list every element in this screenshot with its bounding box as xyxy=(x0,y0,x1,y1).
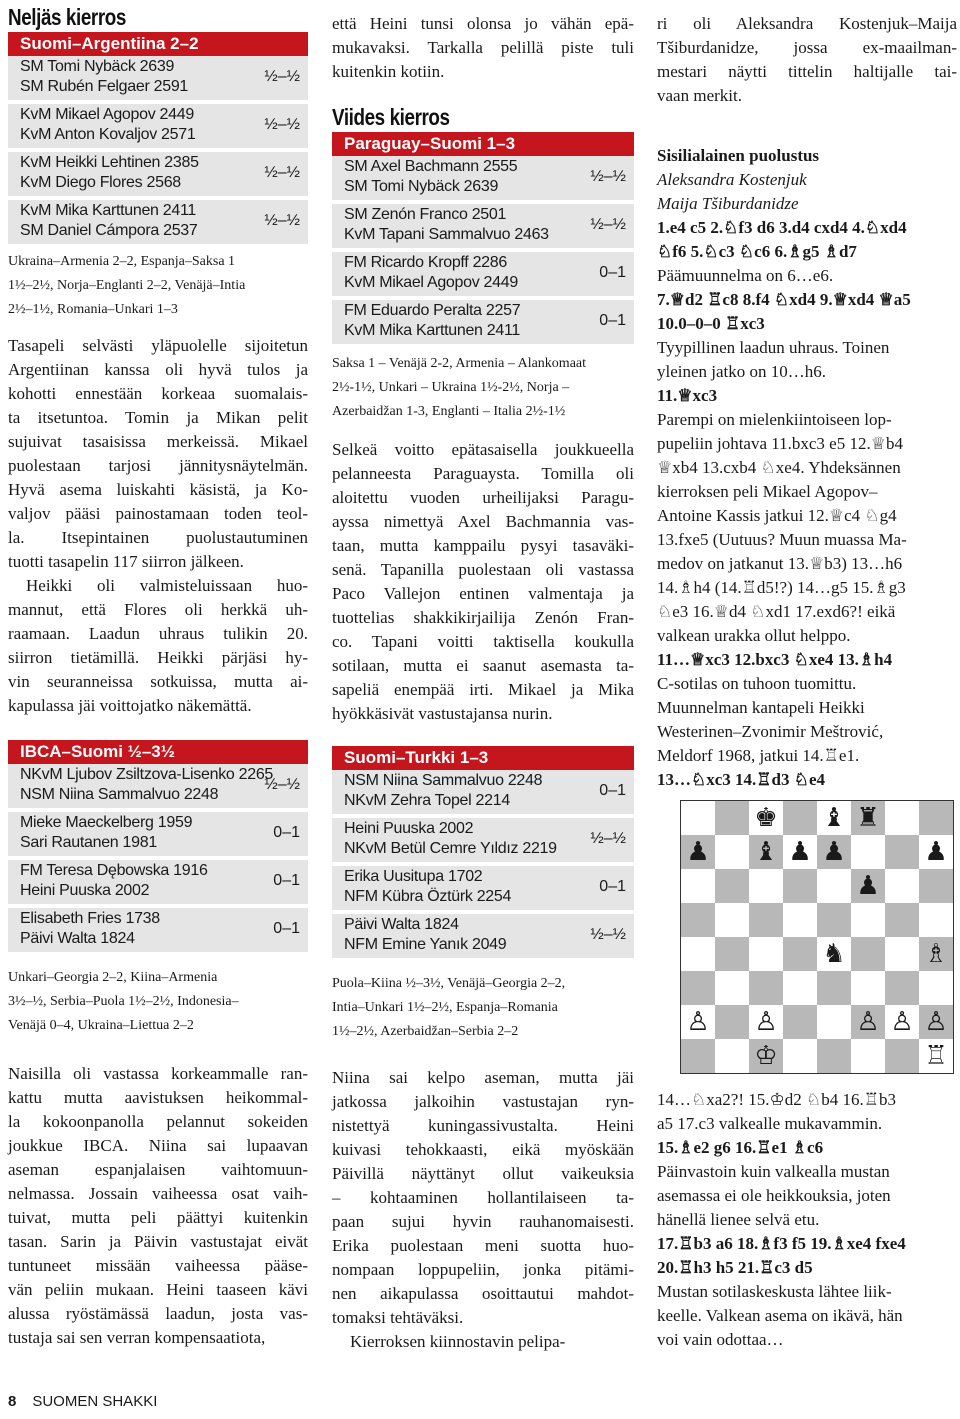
text-line: pelanneesta Paraguaysta. Tomilla oli xyxy=(332,464,634,483)
black-player: Heini Puuska 2002 xyxy=(20,882,150,899)
board-square xyxy=(681,1005,715,1039)
game-moves-continued xyxy=(657,1088,957,1352)
game-result: 0–1 xyxy=(273,824,300,841)
text-line: vin seuranneissa sotkuissa, mutta ai- xyxy=(8,672,308,691)
text-line: sapeliä enempää irti. Mikael ja Mika xyxy=(332,680,634,699)
game-result: ½–½ xyxy=(590,216,626,233)
text-line: Tšiburdanidze, jossa ex-maailman- xyxy=(657,38,957,57)
move-line: 13…♘xc3 14.♖d3 ♘e4 xyxy=(657,770,826,789)
text-line: kohotti ennestään korkeaa suomalais- xyxy=(8,384,308,403)
annotation-line: keelle. Valkean asema on ikävä, hän xyxy=(657,1306,903,1325)
board-square xyxy=(715,1005,749,1039)
board-square xyxy=(715,1039,749,1073)
board-square xyxy=(749,801,783,835)
game-result: ½–½ xyxy=(590,926,626,943)
text-line: nistettyä kuningassivustalta. Heini xyxy=(332,1116,634,1135)
article-paragraph xyxy=(8,574,308,718)
move-line: 20.♖h3 h5 21.♖c3 d5 xyxy=(657,1258,813,1277)
text-line: ri oli Aleksandra Kostenjuk–Maija xyxy=(657,14,957,33)
game-result: 0–1 xyxy=(599,264,626,281)
annotation-line: Parempi on mielenkiintoiseen lop- xyxy=(657,410,892,429)
text-line: kuivasi tehokkaasti, eikä myöskään xyxy=(332,1140,634,1159)
game-row xyxy=(8,152,308,196)
game-result: ½–½ xyxy=(264,212,300,229)
white-pawn-icon: ♙ xyxy=(686,1007,710,1037)
white-player: SM Axel Bachmann 2555 xyxy=(344,158,518,175)
round5-title: Viides kierros xyxy=(332,104,450,130)
game-result: ½–½ xyxy=(264,116,300,133)
board-square xyxy=(851,971,885,1005)
white-player: Heini Puuska 2002 xyxy=(344,820,474,837)
white-player: KvM Heikki Lehtinen 2385 xyxy=(20,154,199,171)
article-paragraph xyxy=(8,334,308,574)
annotation-line: 14.♗h4 (14.♖d5!?) 14…g5 15.♗g3 xyxy=(657,578,906,597)
game-result: 0–1 xyxy=(599,878,626,895)
text-line: siirron tietämillä. Heikki pärjäsi hy- xyxy=(8,648,308,667)
game-result: ½–½ xyxy=(590,830,626,847)
board-square xyxy=(885,903,919,937)
text-line: valjov pääsi painostamaan toden teol- xyxy=(8,504,308,523)
annotation-line: kierroksen peli Mikael Agopov– xyxy=(657,482,878,501)
other-results xyxy=(332,972,634,1044)
game-row xyxy=(8,860,308,904)
game-title: Sisilialainen puolustus xyxy=(657,146,820,165)
black-pawn-icon: ♟ xyxy=(924,837,948,867)
text-line: Niina sai kelpo aseman, mutta jäi xyxy=(332,1068,634,1087)
text-line: nen aikapulassa osoittautui mahdot- xyxy=(332,1284,634,1303)
page-number: 8 xyxy=(8,1393,17,1410)
board-square xyxy=(783,801,817,835)
board-square xyxy=(817,903,851,937)
white-player: Elisabeth Fries 1738 xyxy=(20,910,160,927)
white-pawn-icon: ♙ xyxy=(754,1007,778,1037)
text-line: 1½–2½, Norja–Englanti 2–2, Venäjä–Intia xyxy=(8,278,246,293)
game-row xyxy=(8,56,308,100)
white-pawn-icon: ♙ xyxy=(890,1007,914,1037)
text-line: Saksa 1 – Venäjä 2-2, Armenia – Alankomaat xyxy=(332,356,587,371)
text-line: vaan merkit. xyxy=(657,86,742,105)
board-square xyxy=(715,937,749,971)
white-player: Päivi Walta 1824 xyxy=(344,916,459,933)
annotation-line: 14…♘xa2?! 15.♔d2 ♘b4 16.♖b3 xyxy=(657,1090,896,1109)
black-rook-icon: ♜ xyxy=(856,803,880,833)
board-square xyxy=(919,835,953,869)
match-table-paraguay-suomi xyxy=(332,132,634,344)
text-line: mannut, että Flores oli herkkä uh- xyxy=(8,600,308,619)
text-line: Hyvä asema luiskahti käsistä, ja Ko- xyxy=(8,480,308,499)
game-row xyxy=(8,812,308,856)
black-player: NKvM Betül Cemre Yıldız 2219 xyxy=(344,840,557,857)
text-line: raamaan. Laadun uhraus tulikin 20. xyxy=(8,624,308,643)
text-line: Intia–Unkari 1½–2½, Espanja–Romania xyxy=(332,1000,558,1015)
text-line: puolestaan tarjosi jännitysnäytelmän. xyxy=(8,456,308,475)
annotation-line: Meldorf 1968, jatkui 14.♖e1. xyxy=(657,746,860,765)
black-player: SM Rubén Felgaer 2591 xyxy=(20,78,189,95)
black-player: NSM Niina Sammalvuo 2248 xyxy=(20,786,219,803)
black-player: NKvM Zehra Topel 2214 xyxy=(344,792,510,809)
board-square xyxy=(919,971,953,1005)
move-line: 7.♕d2 ♖c8 8.f4 ♘xd4 9.♕xd4 ♕a5 xyxy=(657,290,911,309)
move-line: 10.0–0–0 ♖xc3 xyxy=(657,314,765,333)
black-bishop-icon: ♝ xyxy=(822,803,846,833)
white-player: FM Eduardo Peralta 2257 xyxy=(344,302,521,319)
annotation-line: Mustan sotilaskeskusta lähtee liik- xyxy=(657,1282,892,1301)
move-line: ♘f6 5.♘c3 ♘c6 6.♗g5 ♗d7 xyxy=(657,242,857,261)
page-footer xyxy=(8,1393,157,1410)
game-result: 0–1 xyxy=(273,872,300,889)
text-line: tuotti tasapelin 117 siirron jälkeen. xyxy=(8,552,244,571)
white-player: KvM Mikael Agopov 2449 xyxy=(20,106,194,123)
black-player: SM Daniel Cámpora 2537 xyxy=(20,222,198,239)
board-square xyxy=(749,869,783,903)
match-table-suomi-argentiina xyxy=(8,32,308,244)
game-result: ½–½ xyxy=(264,68,300,85)
game-row xyxy=(8,764,308,808)
board-square xyxy=(817,1039,851,1073)
board-square xyxy=(919,903,953,937)
text-line: alussa ryöstämässä laadun, josta vas- xyxy=(8,1304,308,1323)
text-line: Azerbaidžan 1-3, Englanti – Italia 2½-1½ xyxy=(332,404,566,419)
white-player: Erika Uusitupa 1702 xyxy=(344,868,483,885)
black-player: SM Tomi Nybäck 2639 xyxy=(344,178,499,195)
white-rook-icon: ♖ xyxy=(924,1041,948,1071)
board-square xyxy=(783,1005,817,1039)
annotation-line: Antoine Kassis jatkui 12.♕c4 ♘g4 xyxy=(657,506,897,525)
text-line: aseman espanjalaisen vaihtomuun- xyxy=(8,1160,308,1179)
text-line: ta itsetuntoa. Tomin ja Mikan pelit xyxy=(8,408,308,427)
game-row xyxy=(332,770,634,814)
board-square xyxy=(885,869,919,903)
board-square xyxy=(681,971,715,1005)
board-square xyxy=(783,835,817,869)
game-row xyxy=(8,908,308,952)
annotation-line: ♘e3 16.♕d4 ♘xd1 17.exd6?! eikä xyxy=(657,602,896,621)
article-continuation xyxy=(332,12,634,84)
annotation-line: hänellä lienee selvä etu. xyxy=(657,1210,820,1229)
move-line: 11.♕xc3 xyxy=(657,386,718,405)
text-line: kattu mutta aavistuksen heikommal- xyxy=(8,1088,308,1107)
text-line: 2½-1½, Unkari – Ukraina 1½-2½, Norja – xyxy=(332,380,570,395)
text-line: jatkossa jalkoihin vastustajan ryn- xyxy=(332,1092,634,1111)
board-square xyxy=(885,835,919,869)
text-line: Argentiinan kanssa oli hyvä tulos ja xyxy=(8,360,308,379)
board-square xyxy=(715,903,749,937)
board-square xyxy=(715,869,749,903)
board-square xyxy=(715,971,749,1005)
text-line: tomaksi tehtäväksi. xyxy=(332,1308,464,1327)
board-square xyxy=(817,801,851,835)
white-player: Mieke Maeckelberg 1959 xyxy=(20,814,193,831)
annotation-line: yleinen jatko on 10…h6. xyxy=(657,362,827,381)
board-square xyxy=(919,937,953,971)
board-square xyxy=(919,801,953,835)
article-paragraph xyxy=(332,438,634,726)
move-line: 11…♕xc3 12.bxc3 ♘xe4 13.♗h4 xyxy=(657,650,893,669)
match-table-ibca-suomi xyxy=(8,740,308,952)
article-paragraph: Kierroksen kiinnostavin pelipa- xyxy=(350,1332,566,1351)
board-square xyxy=(851,937,885,971)
text-line: 2½–1½, Romania–Unkari 1–3 xyxy=(8,302,178,317)
text-line: Tasapeli selvästi yläpuolelle sijoitetun xyxy=(8,336,308,355)
annotation-line: Päämuunnelma on 6…e6. xyxy=(657,266,834,285)
magazine-name: SUOMEN SHAKKI xyxy=(32,1393,158,1410)
board-square xyxy=(817,937,851,971)
annotation-line: 13.fxe5 (Uutuus? Muun muassa Ma- xyxy=(657,530,907,549)
board-square xyxy=(851,1039,885,1073)
text-line: kapulassa jäi voittojatko näkemättä. xyxy=(8,696,252,715)
text-line: tuottelias shakkikirjailija Zenón Fran- xyxy=(332,608,634,627)
white-player: NSM Niina Sammalvuo 2248 xyxy=(344,772,543,789)
text-line: sotilaan, mutta ei saanut asemasta ta- xyxy=(332,656,634,675)
text-line: nelmassa. Jossain vaiheessa osat vaih- xyxy=(8,1184,308,1203)
text-line: mukavaksi. Tarkalla pelillä piste tuli xyxy=(332,38,634,57)
black-player: NFM Kübra Öztürk 2254 xyxy=(344,888,512,905)
text-line: hyökkäsivät vastustajansa nurin. xyxy=(332,704,553,723)
board-square xyxy=(783,869,817,903)
white-player: KvM Mika Karttunen 2411 xyxy=(20,202,197,219)
text-line: tasan. Sarin ja Päivin vastustajat eivät xyxy=(8,1232,308,1251)
text-line: sujuivat tasaisissa merkeissä. Mikael xyxy=(8,432,308,451)
board-square xyxy=(817,835,851,869)
board-square xyxy=(885,801,919,835)
other-results xyxy=(8,250,308,322)
black-player: KvM Diego Flores 2568 xyxy=(20,174,181,191)
board-square xyxy=(885,1005,919,1039)
text-line: mestari näytti tittelin haltijalle tai- xyxy=(657,62,957,81)
annotation-line: Tyypillinen laadun uhraus. Toinen xyxy=(657,338,890,357)
text-line: Unkari–Georgia 2–2, Kiina–Armenia xyxy=(8,970,218,985)
black-player: KvM Tapani Sammalvuo 2463 xyxy=(344,226,549,243)
game-result: 0–1 xyxy=(273,920,300,937)
text-line: Päivillä näyttänyt ollut vaikeuksia xyxy=(332,1164,634,1183)
annotation-line: medov on jatkanut 13.♕b3) 13…h6 xyxy=(657,554,903,573)
white-player: FM Teresa Dębowska 1916 xyxy=(20,862,208,879)
match-games xyxy=(332,156,634,344)
board-square xyxy=(681,869,715,903)
board-square xyxy=(681,937,715,971)
text-line: la. Itsepintainen puolustautuminen xyxy=(8,528,308,547)
match-games xyxy=(8,764,308,952)
text-line: taan, mutta kamppailu pysyi tasaväki- xyxy=(332,536,634,555)
board-square xyxy=(783,903,817,937)
text-line: Ukraina–Armenia 2–2, Espanja–Saksa 1 xyxy=(8,254,236,269)
text-line: 3½–½, Serbia–Puola 1½–2½, Indonesia– xyxy=(8,994,239,1009)
game-row xyxy=(332,204,634,248)
white-pawn-icon: ♙ xyxy=(924,1007,948,1037)
board-square xyxy=(919,1005,953,1039)
board-square xyxy=(681,801,715,835)
text-line: että Heini tunsi olonsa jo vähän epä- xyxy=(332,14,634,33)
text-line: la kokoonpanolla pelannut sokeiden xyxy=(8,1112,308,1131)
match-games xyxy=(332,770,634,958)
board-square xyxy=(851,1005,885,1039)
board-square xyxy=(885,1039,919,1073)
text-line: joukkue IBCA. Niina sai lupaavan xyxy=(8,1136,308,1155)
game-row xyxy=(8,200,308,244)
board-square xyxy=(817,869,851,903)
board-square xyxy=(851,801,885,835)
text-line: co. Tapani voitti taktisella koukulla xyxy=(332,632,634,651)
board-square xyxy=(783,1039,817,1073)
black-pawn-icon: ♟ xyxy=(856,871,880,901)
black-player: Sari Rautanen 1981 xyxy=(20,834,157,851)
board-square xyxy=(885,937,919,971)
board-square xyxy=(885,971,919,1005)
match-header: Paraguay–Suomi 1–3 xyxy=(332,132,634,156)
annotation-line: C-sotilas on tuhoon tuomittu. xyxy=(657,674,857,693)
black-player: KvM Mika Karttunen 2411 xyxy=(344,322,521,339)
text-line: ayssa nimettyä Axel Bachmannia vas- xyxy=(332,512,634,531)
article-continuation xyxy=(657,12,957,108)
annotation-line: asemassa ei ole heikkouksia, joten xyxy=(657,1186,891,1205)
match-games xyxy=(8,56,308,244)
game-result: ½–½ xyxy=(264,164,300,181)
black-player: NFM Emine Yanık 2049 xyxy=(344,936,507,953)
annotation-line: voi vain odottaa… xyxy=(657,1330,784,1349)
text-line: nompaan loppupeliin, jonka pitämi- xyxy=(332,1260,634,1279)
board-square xyxy=(919,869,953,903)
white-bishop-icon: ♗ xyxy=(924,939,948,969)
article-paragraph xyxy=(8,1062,308,1350)
text-line: Naisilla oli vastassa korkeammalle ran- xyxy=(8,1064,308,1083)
text-line: tuivat, mutta peli päättyi kuitenkin xyxy=(8,1208,308,1227)
column-2 xyxy=(332,0,634,1354)
match-table-suomi-turkki xyxy=(332,746,634,958)
game-row xyxy=(8,104,308,148)
board-square xyxy=(749,835,783,869)
text-line: senä. Tapanilla puolestaan oli vastassa xyxy=(332,560,634,579)
annotation-line: valkean urakka ollut helppo. xyxy=(657,626,851,645)
game-result: 0–1 xyxy=(599,312,626,329)
annotation-line: Muunnelman kantapeli Heikki xyxy=(657,698,865,717)
black-player: KvM Mikael Agopov 2449 xyxy=(344,274,518,291)
game-moves xyxy=(657,216,957,792)
move-line: 17.♖b3 a6 18.♗f3 f5 19.♗xe4 fxe4 xyxy=(657,1234,906,1253)
board-square xyxy=(749,971,783,1005)
board-square xyxy=(919,1039,953,1073)
white-pawn-icon: ♙ xyxy=(856,1007,880,1037)
black-king-icon: ♚ xyxy=(754,803,778,833)
article-paragraph xyxy=(332,1066,634,1330)
board-square xyxy=(783,937,817,971)
text-line: Erika puolestaan meni suotta huo- xyxy=(332,1236,634,1255)
board-square xyxy=(817,1005,851,1039)
board-square xyxy=(715,835,749,869)
text-line: tustaja sai sen verran kompensaatiota, xyxy=(8,1328,266,1347)
board-square xyxy=(681,835,715,869)
text-line: – kohtaaminen hollantilaiseen ta- xyxy=(332,1188,634,1207)
game-row xyxy=(332,818,634,862)
white-king-icon: ♔ xyxy=(754,1041,778,1071)
column-1 xyxy=(8,0,308,1350)
black-player: Päivi Walta 1824 xyxy=(20,930,135,947)
match-header: Suomi–Turkki 1–3 xyxy=(332,746,634,770)
column-3 xyxy=(657,0,957,1349)
black-player: Maija Tšiburdanidze xyxy=(657,194,799,213)
text-line: Puola–Kiina ½–3½, Venäjä–Georgia 2–2, xyxy=(332,976,566,991)
board-square xyxy=(681,903,715,937)
black-pawn-icon: ♟ xyxy=(788,837,812,867)
game-result: ½–½ xyxy=(264,776,300,793)
text-line: tuntuneet missään vaiheessa pääse- xyxy=(8,1256,308,1275)
board-square xyxy=(681,1039,715,1073)
black-player: KvM Anton Kovaljov 2571 xyxy=(20,126,196,143)
game-row xyxy=(332,866,634,910)
board-square xyxy=(749,903,783,937)
annotation-line: Päinvastoin kuin valkealla mustan xyxy=(657,1162,890,1181)
round4-title: Neljäs kierros xyxy=(8,4,126,30)
game-row xyxy=(332,300,634,344)
game-row xyxy=(332,252,634,296)
game-result: 0–1 xyxy=(599,782,626,799)
board-square xyxy=(715,801,749,835)
board-square xyxy=(749,1039,783,1073)
board-square xyxy=(749,1005,783,1039)
move-line: 15.♗e2 g6 16.♖e1 ♗c6 xyxy=(657,1138,824,1157)
white-player: SM Tomi Nybäck 2639 xyxy=(20,58,175,75)
annotation-line: Westerinen–Zvonimir Meštrović, xyxy=(657,722,884,741)
board-square xyxy=(783,971,817,1005)
game-row xyxy=(332,156,634,200)
text-line: Venäjä 0–4, Ukraina–Liettua 2–2 xyxy=(8,1018,194,1033)
annotation-line: a5 17.c3 valkealle mukavammin. xyxy=(657,1114,883,1133)
game-result: ½–½ xyxy=(590,168,626,185)
text-line: 1½–2½, Azerbaidžan–Serbia 2–2 xyxy=(332,1024,519,1039)
other-results xyxy=(8,966,308,1038)
black-knight-icon: ♞ xyxy=(822,939,846,969)
black-pawn-icon: ♟ xyxy=(822,837,846,867)
annotation-line: pupeliin johtava 11.bxc3 e5 12.♕b4 xyxy=(657,434,903,453)
text-line: Heikki oli valmisteluissaan huo- xyxy=(26,576,308,595)
white-player: SM Zenón Franco 2501 xyxy=(344,206,507,223)
board-square xyxy=(749,937,783,971)
white-player: NKvM Ljubov Zsiltzova-Lisenko 2265 xyxy=(20,766,274,783)
text-line: Selkeä voitto epätasaisella joukkueella xyxy=(332,440,634,459)
board-square xyxy=(851,835,885,869)
board-square xyxy=(817,971,851,1005)
text-line: Paco Vallejon entinen valmentaja ja xyxy=(332,584,634,603)
text-line: vän peliin mukaan. Heini taaseen kävi xyxy=(8,1280,308,1299)
text-line: kuitenkin kotiin. xyxy=(332,62,445,81)
game-row xyxy=(332,914,634,958)
black-bishop-icon: ♝ xyxy=(754,837,778,867)
white-player: FM Ricardo Kropff 2286 xyxy=(344,254,507,271)
other-results xyxy=(332,352,634,424)
chess-diagram xyxy=(680,800,954,1074)
match-header: Suomi–Argentiina 2–2 xyxy=(8,32,308,56)
board-square xyxy=(851,869,885,903)
text-line: paan sujui hyvin rauhanomaisesti. xyxy=(332,1212,634,1231)
board-square xyxy=(851,903,885,937)
annotation-line: ♕xb4 13.cxb4 ♘xe4. Yhdeksännen xyxy=(657,458,901,477)
text-line: aloitettu vuoden urheilijaksi Paragu- xyxy=(332,488,634,507)
move-line: 1.e4 c5 2.♘f3 d6 3.d4 cxd4 4.♘xd4 xyxy=(657,218,907,237)
white-player: Aleksandra Kostenjuk xyxy=(657,170,807,189)
black-pawn-icon: ♟ xyxy=(686,837,710,867)
match-header: IBCA–Suomi ½–3½ xyxy=(8,740,308,764)
